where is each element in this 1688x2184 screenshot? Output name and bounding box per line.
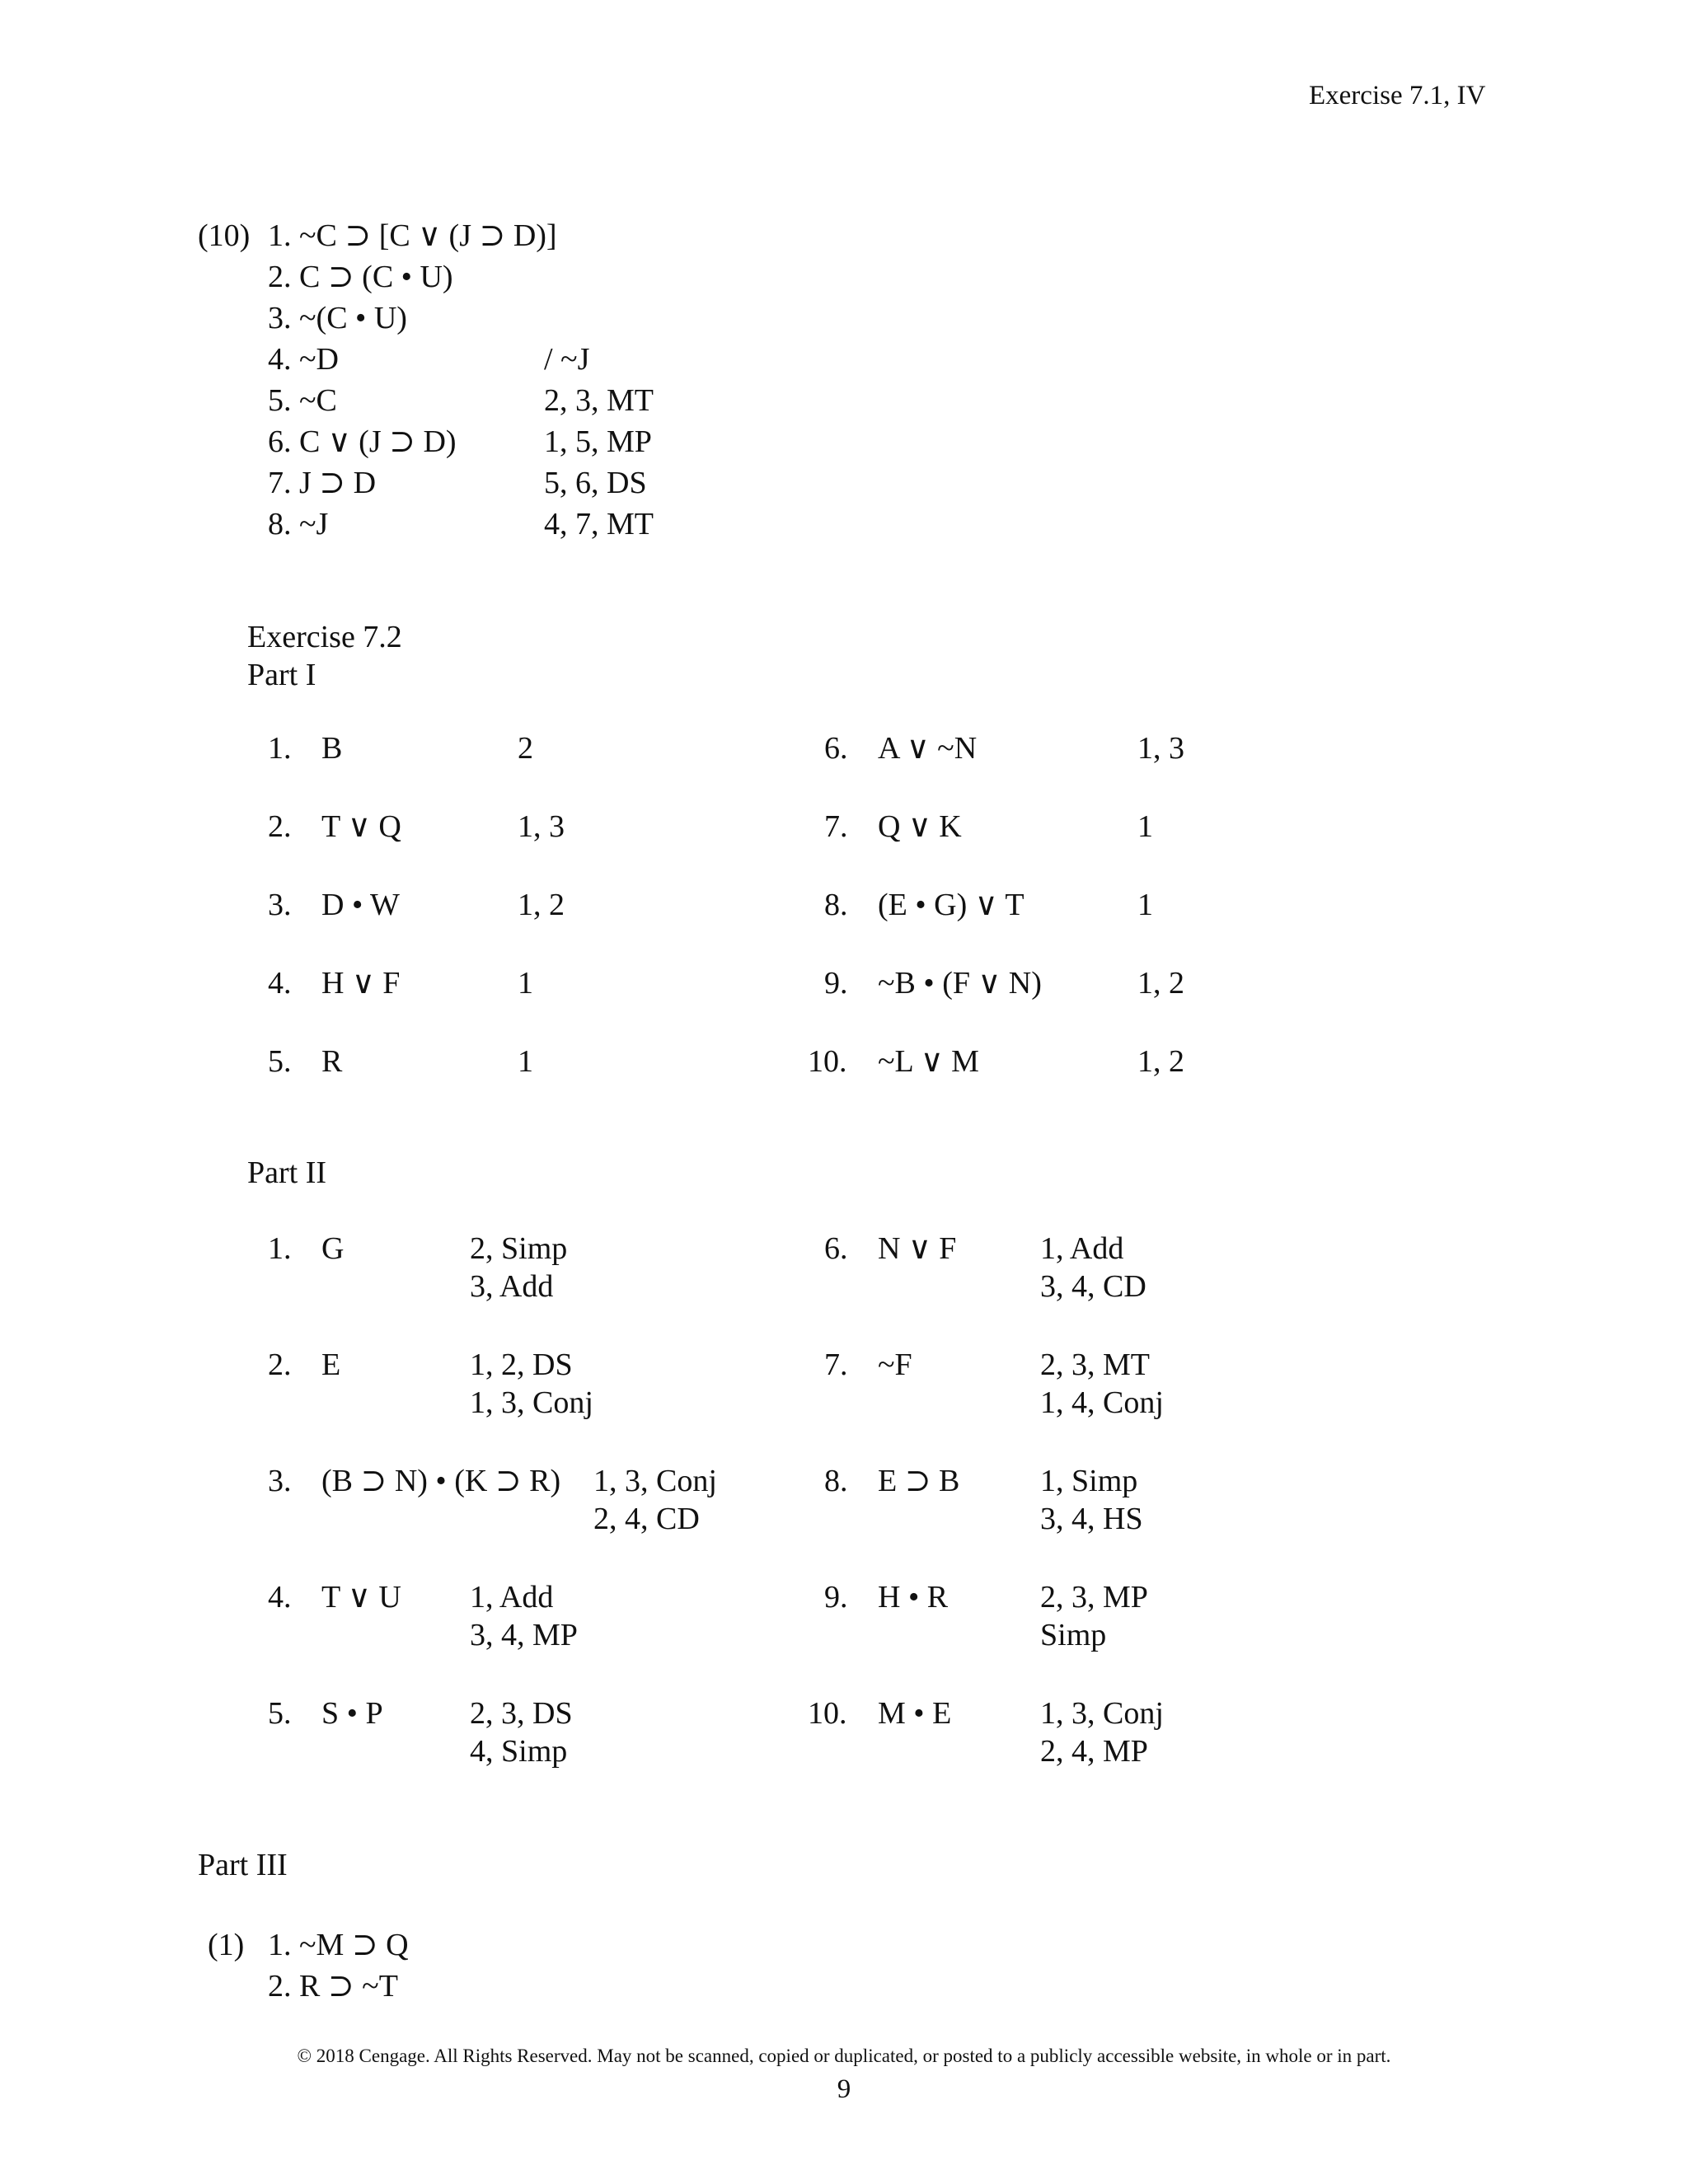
answer-number: 4. bbox=[268, 1580, 292, 1615]
answer-lines: 1, 2 bbox=[1137, 966, 1184, 1001]
answer-number: 2. bbox=[268, 1347, 292, 1382]
answer-lines: 1, 2 bbox=[1137, 1044, 1184, 1079]
answer-lines: 1, 2 bbox=[518, 888, 565, 922]
answer-number: 8. bbox=[824, 888, 848, 922]
answer-expression: ~F bbox=[878, 1347, 912, 1382]
answer-justification: 1, Add bbox=[470, 1580, 554, 1615]
answer-justification: 2, 3, MT bbox=[1040, 1347, 1150, 1382]
answer-number: 5. bbox=[268, 1044, 292, 1079]
running-header: Exercise 7.1, IV bbox=[1309, 81, 1486, 110]
answer-number: 9. bbox=[824, 966, 848, 1001]
answer-lines: 1 bbox=[1137, 888, 1153, 922]
answer-expression: N ∨ F bbox=[878, 1231, 957, 1266]
answer-expression: G bbox=[321, 1231, 345, 1266]
answer-expression: (B ⊃ N) • (K ⊃ R) bbox=[321, 1464, 561, 1498]
answer-justification: 1, 4, Conj bbox=[1040, 1385, 1164, 1420]
answer-lines: 2 bbox=[518, 731, 533, 766]
answer-expression: B bbox=[321, 731, 343, 766]
answer-lines: 1 bbox=[1137, 809, 1153, 844]
problem-number: (1) bbox=[208, 1928, 245, 1962]
proof-line-statement: 5. ~C bbox=[268, 383, 337, 418]
answer-number: 4. bbox=[268, 966, 292, 1001]
answer-number: 10. bbox=[808, 1044, 847, 1079]
answer-number: 2. bbox=[268, 809, 292, 844]
answer-lines: 1, 3 bbox=[518, 809, 565, 844]
proof-line-justification: 2, 3, MT bbox=[544, 383, 654, 418]
proof-line-statement: 1. ~M ⊃ Q bbox=[268, 1928, 409, 1962]
answer-number: 1. bbox=[268, 731, 292, 766]
proof-line-statement: 2. R ⊃ ~T bbox=[268, 1969, 398, 2004]
answer-justification: 1, Simp bbox=[1040, 1464, 1138, 1498]
answer-justification: 2, 3, DS bbox=[470, 1696, 573, 1731]
proof-line-statement: 3. ~(C • U) bbox=[268, 301, 407, 335]
answer-expression: R bbox=[321, 1044, 343, 1079]
answer-number: 6. bbox=[824, 731, 848, 766]
answer-expression: E bbox=[321, 1347, 341, 1382]
answer-expression: T ∨ U bbox=[321, 1580, 401, 1615]
proof-line-statement: 8. ~J bbox=[268, 507, 329, 541]
answer-number: 3. bbox=[268, 1464, 292, 1498]
proof-line-statement: 4. ~D bbox=[268, 342, 340, 377]
answer-number: 8. bbox=[824, 1464, 848, 1498]
proof-line-statement: 6. C ∨ (J ⊃ D) bbox=[268, 424, 457, 459]
part-title: Part I bbox=[247, 658, 316, 692]
answer-justification: 2, 3, MP bbox=[1040, 1580, 1148, 1615]
proof-line-justification: 4, 7, MT bbox=[544, 507, 654, 541]
answer-lines: 1, 3 bbox=[1137, 731, 1184, 766]
problem-number: (10) bbox=[198, 218, 251, 253]
proof-line-justification: 5, 6, DS bbox=[544, 466, 647, 500]
answer-expression: T ∨ Q bbox=[321, 809, 401, 844]
page-number: 9 bbox=[837, 2074, 851, 2104]
answer-expression: H • R bbox=[878, 1580, 949, 1615]
answer-number: 7. bbox=[824, 1347, 848, 1382]
answer-expression: M • E bbox=[878, 1696, 952, 1731]
answer-expression: A ∨ ~N bbox=[878, 731, 978, 766]
answer-number: 5. bbox=[268, 1696, 292, 1731]
answer-expression: ~B • (F ∨ N) bbox=[878, 966, 1042, 1001]
answer-lines: 1 bbox=[518, 966, 533, 1001]
answer-expression: E ⊃ B bbox=[878, 1464, 960, 1498]
answer-expression: ~L ∨ M bbox=[878, 1044, 979, 1079]
answer-expression: H ∨ F bbox=[321, 966, 401, 1001]
answer-justification: 1, 3, Conj bbox=[593, 1464, 717, 1498]
answer-justification: 4, Simp bbox=[470, 1734, 568, 1769]
answer-justification: 1, 3, Conj bbox=[470, 1385, 593, 1420]
proof-line-statement: 7. J ⊃ D bbox=[268, 466, 377, 500]
answer-justification: Simp bbox=[1040, 1618, 1107, 1652]
proof-line-statement: 1. ~C ⊃ [C ∨ (J ⊃ D)] bbox=[268, 218, 557, 253]
answer-number: 7. bbox=[824, 809, 848, 844]
answer-justification: 3, Add bbox=[470, 1269, 554, 1304]
answer-expression: D • W bbox=[321, 888, 400, 922]
answer-justification: 2, Simp bbox=[470, 1231, 568, 1266]
conclusion: / ~J bbox=[544, 342, 590, 377]
answer-justification: 3, 4, HS bbox=[1040, 1502, 1143, 1536]
answer-justification: 1, Add bbox=[1040, 1231, 1124, 1266]
answer-number: 1. bbox=[268, 1231, 292, 1266]
answer-justification: 2, 4, CD bbox=[593, 1502, 700, 1536]
answer-number: 6. bbox=[824, 1231, 848, 1266]
part-title: Part II bbox=[247, 1155, 327, 1190]
answer-justification: 1, 3, Conj bbox=[1040, 1696, 1164, 1731]
answer-lines: 1 bbox=[518, 1044, 533, 1079]
answer-justification: 3, 4, CD bbox=[1040, 1269, 1146, 1304]
answer-justification: 2, 4, MP bbox=[1040, 1734, 1148, 1769]
section-title: Exercise 7.2 bbox=[247, 620, 402, 654]
answer-justification: 1, 2, DS bbox=[470, 1347, 573, 1382]
answer-expression: S • P bbox=[321, 1696, 383, 1731]
answer-number: 9. bbox=[824, 1580, 848, 1615]
copyright-notice: © 2018 Cengage. All Rights Reserved. May not be scanned, copied or duplicated, or posted to a publicly accessible website, in whole or in part. bbox=[297, 2046, 1391, 2066]
answer-number: 10. bbox=[808, 1696, 847, 1731]
answer-justification: 3, 4, MP bbox=[470, 1618, 578, 1652]
answer-expression: Q ∨ K bbox=[878, 809, 962, 844]
proof-line-statement: 2. C ⊃ (C • U) bbox=[268, 260, 453, 294]
answer-expression: (E • G) ∨ T bbox=[878, 888, 1025, 922]
proof-line-justification: 1, 5, MP bbox=[544, 424, 652, 459]
part-title: Part III bbox=[198, 1848, 288, 1882]
answer-number: 3. bbox=[268, 888, 292, 922]
